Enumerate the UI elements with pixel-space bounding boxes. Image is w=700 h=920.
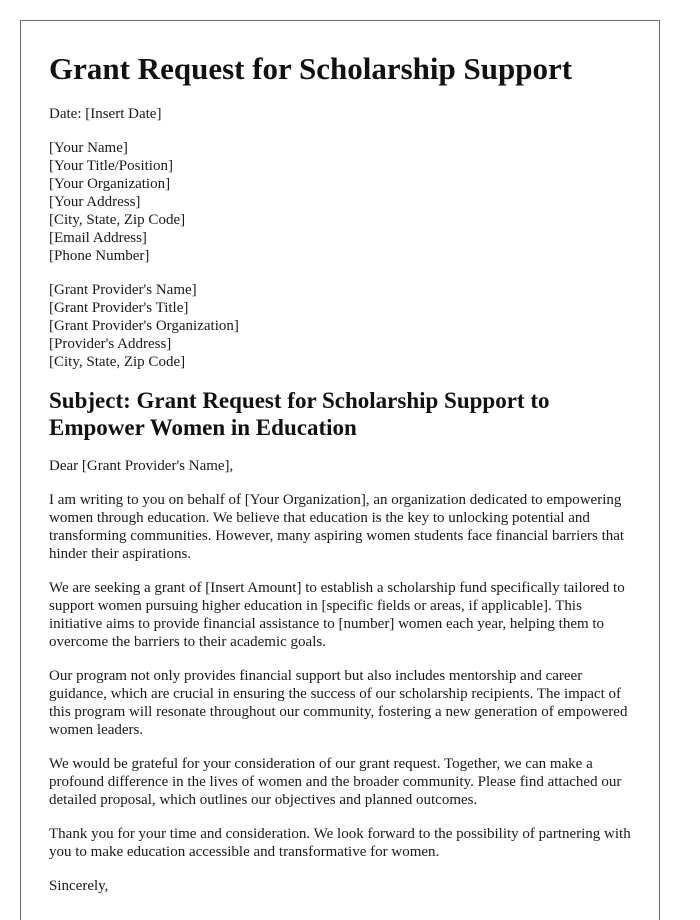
sender-title: [Your Title/Position] <box>49 158 173 174</box>
closing: Sincerely, <box>49 878 109 894</box>
recipient-title: [Grant Provider's Title] <box>49 300 189 316</box>
sender-organization: [Your Organization] <box>49 176 171 192</box>
body-paragraph-program: Our program not only provides financial support but also includes mentorship and career guidance, which are crucial in ensuring the success of our scholarship recipients. The impact of this program will resonate throughout our community, fostering a new generation of empowered women leaders. <box>49 668 628 738</box>
body-paragraph-thanks: Thank you for your time and consideration. We look forward to the possibility of partnering with you to make education accessible and transformative for women. <box>49 826 631 860</box>
recipient-name: [Grant Provider's Name] <box>49 282 197 298</box>
sender-email: [Email Address] <box>49 230 147 246</box>
letter-page <box>20 20 660 920</box>
letter-content <box>49 49 633 895</box>
sender-address: [Your Address] <box>49 194 141 210</box>
recipient-city-state-zip: [City, State, Zip Code] <box>49 354 186 370</box>
recipient-organization: [Grant Provider's Organization] <box>49 318 239 334</box>
subject-heading: Subject: Grant Request for Scholarship Support to Empower Women in Education <box>49 388 550 440</box>
date-line: Date: [Insert Date] <box>49 106 162 122</box>
sender-phone: [Phone Number] <box>49 248 150 264</box>
salutation: Dear [Grant Provider's Name], <box>49 458 234 474</box>
recipient-address: [Provider's Address] <box>49 336 172 352</box>
body-paragraph-request: We are seeking a grant of [Insert Amount] to establish a scholarship fund specifically tailored to support women pursuing higher education in [specific fields or areas, if applicable]. This initiative aims to provide financial assistance to [number] women each year, helping them to overcome the barriers to their academic goals. <box>49 580 625 650</box>
letter-title: Grant Request for Scholarship Support <box>49 51 573 86</box>
body-paragraph-gratitude: We would be grateful for your consideration of our grant request. Together, we can make a profound difference in the lives of women and the broader community. Please find attached our detailed proposal, which outlines our objectives and planned outcomes. <box>49 756 622 808</box>
body-paragraph-intro: I am writing to you on behalf of [Your Organization], an organization dedicated to empowering women through education. We believe that education is the key to unlocking potential and transforming communities. However, many aspiring women students face financial barriers that hinder their aspirations. <box>49 492 625 562</box>
recipient-address-block <box>49 281 633 371</box>
sender-name: [Your Name] <box>49 140 128 156</box>
sender-address-block <box>49 139 633 265</box>
sender-city-state-zip: [City, State, Zip Code] <box>49 212 186 228</box>
